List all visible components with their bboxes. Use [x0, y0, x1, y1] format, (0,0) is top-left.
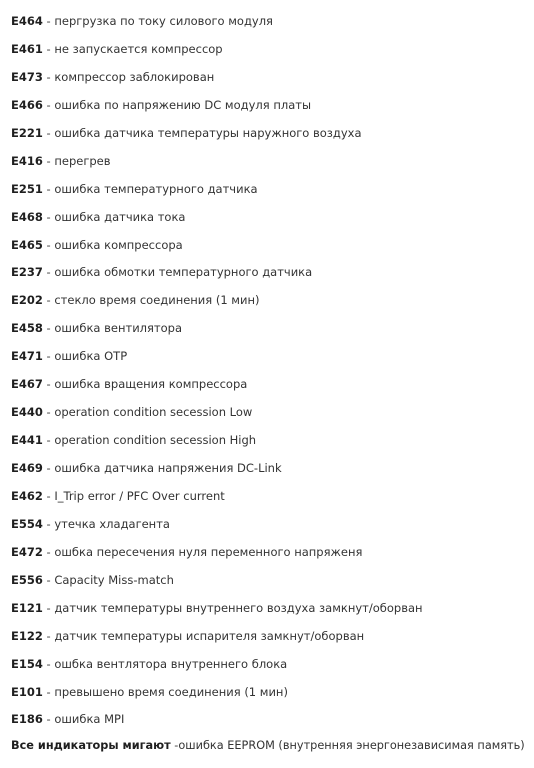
error-code: E556: [11, 572, 43, 587]
error-description: ошибка вращения компрессора: [54, 377, 248, 392]
error-code: E468: [11, 209, 43, 224]
error-code: E469: [11, 461, 43, 475]
error-row: [11, 377, 534, 405]
error-code: E202: [11, 293, 43, 308]
error-separator: -: [42, 488, 55, 503]
error-description: ошбка вентлятора внутреннего блока: [54, 656, 288, 671]
footer-description: ошибка EEPROM (внутренняя энергонезависимая память): [178, 739, 525, 752]
error-row: [11, 601, 534, 629]
error-row: [11, 573, 534, 601]
error-separator: -: [42, 600, 55, 615]
error-description: ошибка MPI: [54, 712, 125, 727]
error-code: E441: [11, 433, 43, 448]
error-row: [11, 293, 534, 321]
error-row: [11, 210, 534, 238]
error-description: operation condition secession High: [54, 433, 257, 448]
error-description: ошибка датчика тока: [54, 209, 186, 224]
error-code: E465: [11, 237, 43, 252]
error-code: E554: [11, 516, 43, 531]
error-separator: -: [42, 69, 55, 84]
error-row: [11, 265, 534, 293]
error-description: компрессор заблокирован: [54, 69, 215, 84]
error-code: E122: [11, 628, 43, 643]
error-description: ошибка по напряжению DC модуля платы: [54, 97, 312, 112]
error-code: E416: [11, 153, 43, 168]
error-code: E458: [11, 321, 43, 336]
error-row: [11, 629, 534, 657]
error-separator: -: [42, 209, 55, 224]
error-description: перегрев: [54, 153, 111, 168]
error-row: [11, 321, 534, 349]
error-separator: -: [42, 349, 55, 364]
error-row: [11, 712, 534, 740]
error-separator: -: [42, 712, 55, 727]
error-row: [11, 545, 534, 573]
error-code: E461: [11, 41, 43, 56]
error-description: не запускается компрессор: [54, 41, 223, 56]
error-code: E462: [11, 488, 43, 503]
error-description: ошибка OTP: [54, 349, 128, 364]
error-separator: -: [42, 265, 55, 280]
error-description: ошибка вентилятора: [54, 321, 183, 336]
error-description: стекло время соединения (1 мин): [54, 293, 260, 308]
error-description: датчик температуры испарителя замкнут/оборван: [54, 628, 365, 643]
error-code: E440: [11, 405, 43, 420]
error-row: [11, 126, 534, 154]
error-separator: -: [42, 97, 55, 112]
error-separator: -: [42, 628, 55, 643]
error-code: E251: [11, 181, 43, 196]
error-separator: -: [42, 153, 55, 168]
error-row: [11, 405, 534, 433]
error-description: ошибка температурного датчика: [54, 181, 258, 196]
error-code: E121: [11, 600, 43, 615]
footer-indicator-label: Все индикаторы мигают: [11, 739, 171, 752]
error-row: [11, 461, 534, 489]
error-separator: -: [42, 181, 55, 196]
error-code: E472: [11, 544, 43, 559]
error-row: [11, 685, 534, 713]
error-row: [11, 98, 534, 126]
error-row: [11, 238, 534, 266]
error-description: ошибка компрессора: [54, 237, 183, 252]
error-description: ошибка датчика температуры наружного воздуха: [54, 125, 362, 140]
error-separator: -: [42, 684, 55, 699]
error-separator: -: [42, 321, 55, 336]
error-separator: -: [42, 544, 55, 559]
error-description: пергрузка по току силового модуля: [54, 14, 273, 28]
eeprom-error-line: [11, 739, 525, 753]
error-description: утечка хладагента: [54, 516, 170, 531]
error-separator: -: [42, 125, 55, 140]
error-separator: -: [42, 461, 55, 475]
error-description: превышено время соединения (1 мин): [54, 684, 288, 699]
footer-separator: -: [170, 739, 179, 752]
error-code: E464: [11, 14, 43, 28]
error-separator: -: [42, 572, 55, 587]
error-code: E154: [11, 656, 43, 671]
error-row: [11, 42, 534, 70]
error-row: [11, 70, 534, 98]
error-row: [11, 489, 534, 517]
error-description: operation condition secession Low: [54, 405, 253, 420]
error-code: E471: [11, 349, 43, 364]
error-description: Capacity Miss-match: [54, 572, 174, 587]
error-description: датчик температуры внутреннего воздуха замкнут/оборван: [54, 600, 423, 615]
error-separator: -: [42, 237, 55, 252]
error-separator: -: [42, 516, 55, 531]
error-separator: -: [42, 656, 55, 671]
error-row: [11, 433, 534, 461]
error-row: [11, 182, 534, 210]
error-code: E473: [11, 69, 43, 84]
error-description: I_Trip error / PFC Over current: [54, 488, 225, 503]
error-code: E221: [11, 125, 43, 140]
error-separator: -: [42, 377, 55, 392]
error-row: [11, 14, 534, 42]
error-row: [11, 657, 534, 685]
error-description: ошибка обмотки температурного датчика: [54, 265, 313, 280]
error-row: [11, 517, 534, 545]
error-code: E101: [11, 684, 43, 699]
error-code: E186: [11, 712, 43, 727]
error-row: [11, 154, 534, 182]
error-separator: -: [42, 293, 55, 308]
error-separator: -: [42, 433, 55, 448]
error-row: [11, 349, 534, 377]
error-separator: -: [42, 405, 55, 420]
error-code: E466: [11, 97, 43, 112]
error-description: ошбка пересечения нуля переменного напряженя: [54, 544, 363, 559]
error-code: E467: [11, 377, 43, 392]
error-separator: -: [42, 41, 55, 56]
error-description: ошибка датчика напряжения DC-Link: [54, 461, 282, 475]
error-separator: -: [42, 14, 55, 28]
error-code: E237: [11, 265, 43, 280]
